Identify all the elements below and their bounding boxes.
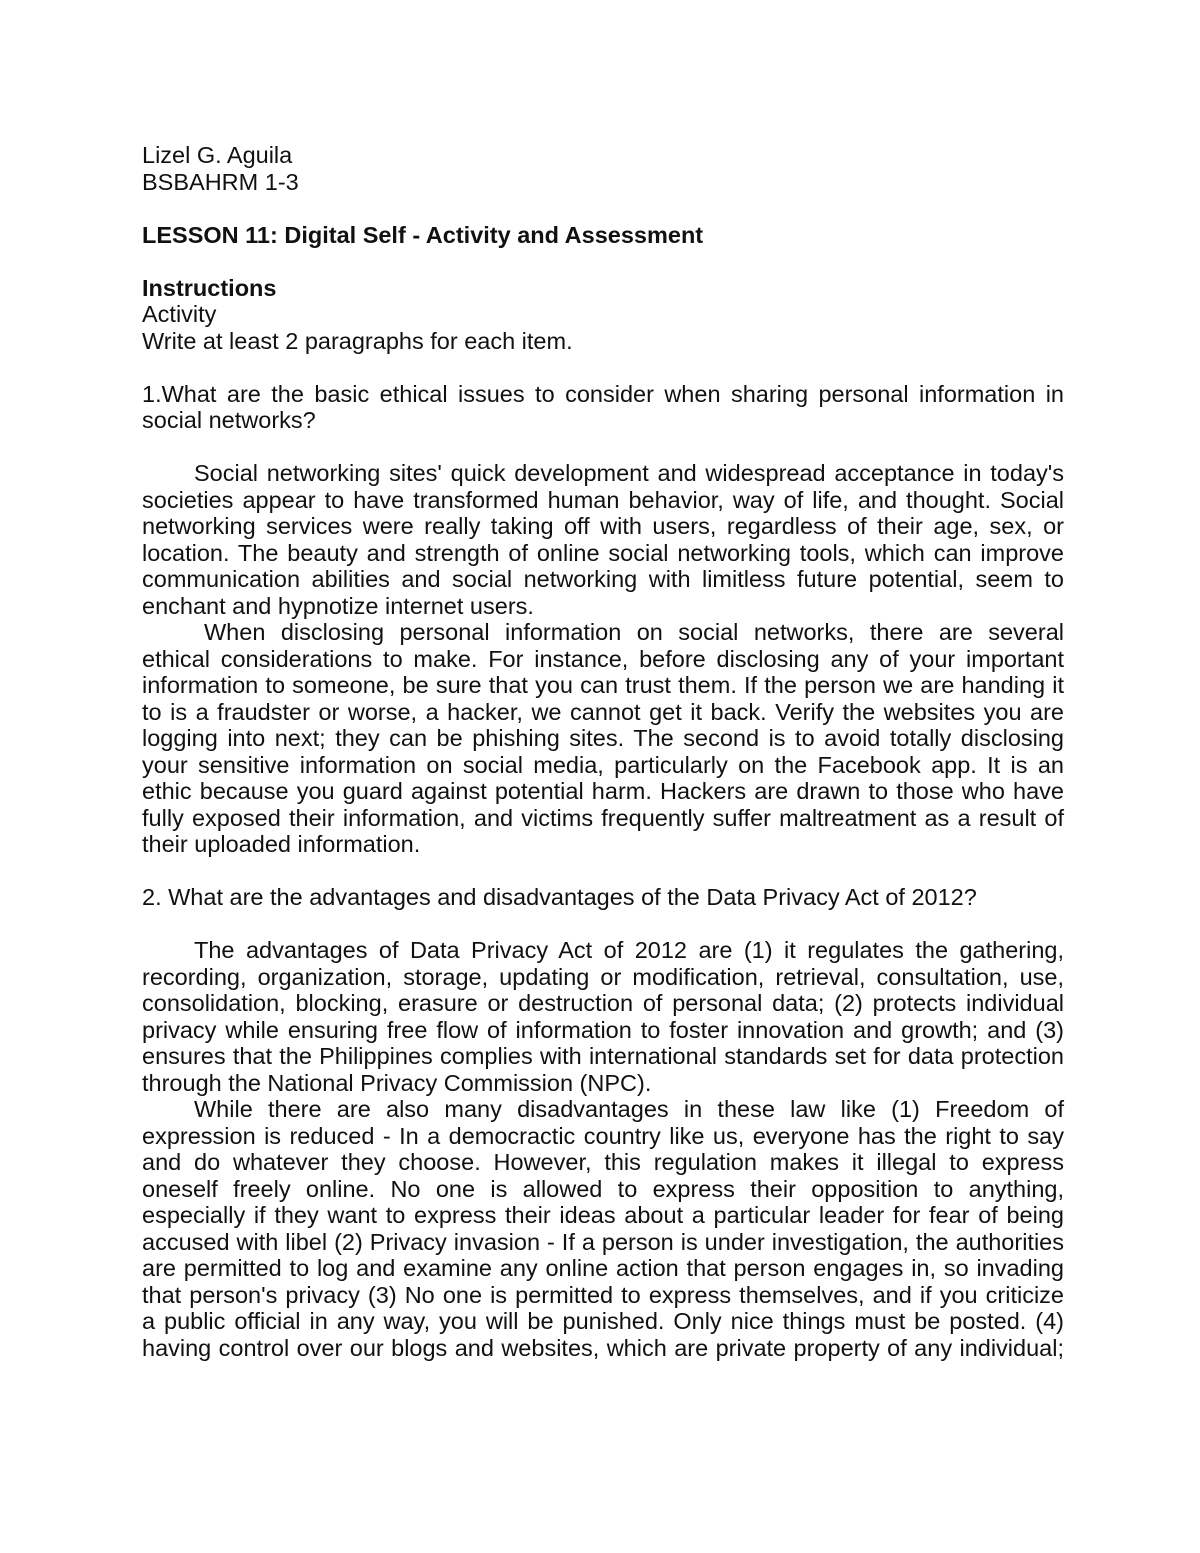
instructions-directive: Write at least 2 paragraphs for each item. [142,327,573,354]
paragraph-line: to is a fraudster or worse, a hacker, we cannot get it back. Verify the websites you are [142,698,1064,725]
answer-1-paragraph-2 [142,619,1064,858]
paragraph-line: ensures that the Philippines complies with international standards set for data protection [142,1043,1064,1069]
paragraph-line: networking services were really taking off with users, regardless of their age, sex, or [142,513,1064,539]
question-2-line: 2. What are the advantages and disadvantages of the Data Privacy Act of 2012? [142,884,977,910]
paragraph-line: consolidation, blocking, erasure or destruction of personal data; (2) protects individual [142,990,1064,1016]
paragraph-line: communication abilities and social networking with limitless future potential, seem to [142,566,1064,592]
paragraph-line: privacy while ensuring free flow of information to foster innovation and growth; and (3) [142,1016,1064,1043]
paragraph-line: and do whatever they choose. However, this regulation makes it illegal to express [142,1149,1064,1175]
activity-label: Activity [142,301,217,327]
question-1-line: social networks? [142,407,316,433]
answer-1-paragraph-1 [142,460,1064,619]
document-body [142,142,1064,1361]
paragraph-line: societies appear to have transformed human behavior, way of life, and thought. Social [142,486,1064,513]
paragraph-line: expression is reduced - In a democractic country like us, everyone has the right to say [142,1122,1064,1149]
question-1 [142,381,1064,434]
paragraph-line: The advantages of Data Privacy Act of 2012 are (1) it regulates the gathering, [194,937,1064,963]
paragraph-line: logging into next; they can be phishing sites. The second is to avoid totally disclosing [142,725,1064,751]
lesson-title: LESSON 11: Digital Self - Activity and Assessment [142,221,704,248]
paragraph-line: ethic because you guard against potential harm. Hackers are drawn to those who have [142,778,1064,804]
paragraph-line: location. The beauty and strength of online social networking tools, which can improve [142,539,1064,566]
question-1-line: 1.What are the basic ethical issues to consider when sharing personal information in [142,380,1064,407]
paragraph-line: enchant and hypnotize internet users. [142,592,534,619]
paragraph-line: your sensitive information on social media, particularly on the Facebook app. It is an [142,751,1064,778]
instructions-heading: Instructions [142,274,277,301]
paragraph-line: information to someone, be sure that you can trust them. If the person we are handing it [142,672,1064,698]
answer-2-paragraph-2 [142,1096,1064,1361]
paragraph-line: ethical considerations to make. For instance, before disclosing any of your important [142,645,1064,672]
paragraph-line: especially if they want to express their ideas about a particular leader for fear of being [142,1202,1064,1228]
student-name: Lizel G. Aguila [142,142,293,168]
paragraph-line: having control over our blogs and websites, which are private property of any individual; [142,1334,1064,1361]
question-2 [142,884,1064,911]
paragraph-line: accused with libel (2) Privacy invasion - If a person is under investigation, the authorities [142,1228,1064,1255]
paragraph-line: recording, organization, storage, updating or modification, retrieval, consultation, use, [142,963,1064,990]
paragraph-line: fully exposed their information, and victims frequently suffer maltreatment as a result of [142,804,1064,831]
paragraph-line: through the National Privacy Commission (NPC). [142,1069,652,1096]
student-section: BSBAHRM 1-3 [142,168,299,195]
paragraph-line: their uploaded information. [142,831,421,857]
paragraph-line: Social networking sites' quick development and widespread acceptance in today's [194,460,1064,486]
paragraph-line: When disclosing personal information on social networks, there are several [204,619,1064,645]
answer-2-paragraph-1 [142,937,1064,1096]
paragraph-line: are permitted to log and examine any online action that person engages in, so invading [142,1255,1064,1281]
paragraph-line: While there are also many disadvantages in these law like (1) Freedom of [194,1096,1064,1122]
paragraph-line: oneself freely online. No one is allowed to express their opposition to anything, [142,1175,1064,1202]
paragraph-line: that person's privacy (3) No one is permitted to express themselves, and if you criticize [142,1281,1064,1308]
paragraph-line: a public official in any way, you will be punished. Only nice things must be posted. (4) [142,1308,1064,1334]
